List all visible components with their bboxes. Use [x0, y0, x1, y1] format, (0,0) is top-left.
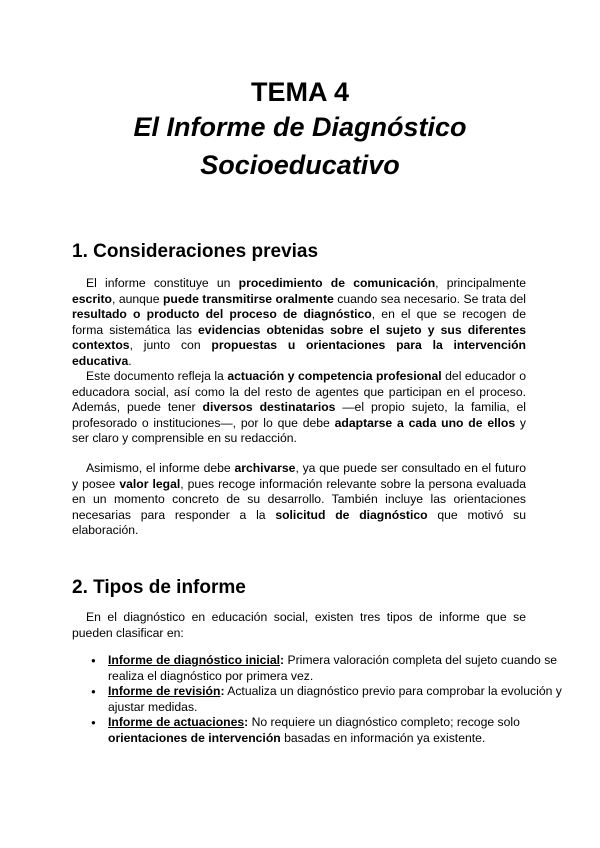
list-text: Primera valoración completa del sujeto cuando se realiza el diagnóstico por primera vez.: [108, 653, 558, 683]
text-run: del educador o educadora social, así como la del resto de agentes que participan en el proceso. Además, puede tener: [72, 369, 526, 415]
bold-text: procedimiento de comunicación: [238, 276, 436, 290]
text-run: Asimismo, el informe debe: [86, 461, 235, 475]
text-run: .: [128, 353, 132, 368]
section-1-heading: 1. Consideraciones previas: [72, 241, 319, 262]
text-run: cuando sea necesario. Se trata del: [333, 291, 526, 306]
text-run: , pues recoge información relevante sobre la persona evaluada en un momento concreto de su desarrollo. También incluye las orientaciones necesarias para responder a la: [72, 476, 527, 522]
text-run: , ya que puede ser consultado en el futuro y posee: [72, 461, 526, 491]
list-term-colon: :: [244, 715, 249, 730]
text-run: —el propio sujeto, la familia, el profesorado o instituciones—, por lo que debe: [72, 400, 526, 430]
bold-text: orientaciones de intervención: [108, 730, 281, 745]
list-term-colon: :: [280, 653, 285, 667]
list-term: Informe de actuaciones: [108, 715, 245, 730]
bold-text: adaptarse a cada uno de ellos: [334, 415, 516, 430]
bold-text: diversos destinatarios: [202, 400, 336, 415]
bold-text: escrito: [72, 291, 112, 306]
list-term-colon: :: [220, 684, 225, 699]
document-title-line-2: Socioeducativo: [200, 150, 400, 180]
list-text: No requiere un diagnóstico completo; recoge solo: [248, 715, 520, 730]
text-run: El informe constituye un: [86, 276, 239, 290]
paragraph-2: [72, 369, 526, 447]
title-block: [0, 76, 600, 184]
topic-number: TEMA 4: [250, 77, 349, 107]
paragraph-3: [72, 461, 526, 539]
list-term: Informe de diagnóstico inicial: [108, 653, 281, 667]
text-run: Este documento refleja la: [86, 369, 228, 383]
list-item: [108, 653, 562, 684]
list-item: [108, 715, 562, 746]
bold-text: propuestas u orientaciones para la intervención educativa: [72, 338, 527, 368]
report-types-list: [72, 653, 562, 747]
bold-text: actuación y competencia profesional: [227, 369, 442, 383]
list-item: [108, 684, 562, 715]
bold-text: resultado o producto del proceso de diagnóstico: [72, 307, 372, 322]
text-run: que motivó su elaboración.: [72, 507, 527, 538]
text-run: , aunque: [111, 291, 163, 306]
bold-text: puede transmitirse oralmente: [162, 291, 334, 306]
section-2-heading: 2. Tipos de informe: [72, 577, 246, 598]
section-2-intro: En el diagnóstico en educación social, existen tres tipos de informe que se pueden clasificar en:: [72, 610, 526, 640]
paragraph-1: [72, 276, 526, 370]
text-run: , principalmente: [435, 276, 526, 290]
text-run: y ser claro y comprensible en su redacción.: [72, 415, 527, 446]
bold-text: evidencias obtenidas sobre el sujeto y sus diferentes contextos: [72, 322, 526, 353]
bold-text: solicitud de diagnóstico: [275, 507, 428, 522]
list-text: Actualiza un diagnóstico previo para comprobar la evolución y ajustar medidas.: [108, 684, 562, 714]
text-run: , en el que se recogen de forma sistemática las: [72, 307, 526, 337]
list-term: Informe de revisión: [108, 684, 221, 699]
text-run: , junto con: [129, 338, 212, 353]
bold-text: valor legal: [119, 476, 181, 491]
list-text: basadas en información ya existente.: [280, 730, 486, 745]
bold-text: archivarse: [234, 461, 296, 475]
document-title-line-1: El Informe de Diagnóstico: [133, 112, 467, 142]
